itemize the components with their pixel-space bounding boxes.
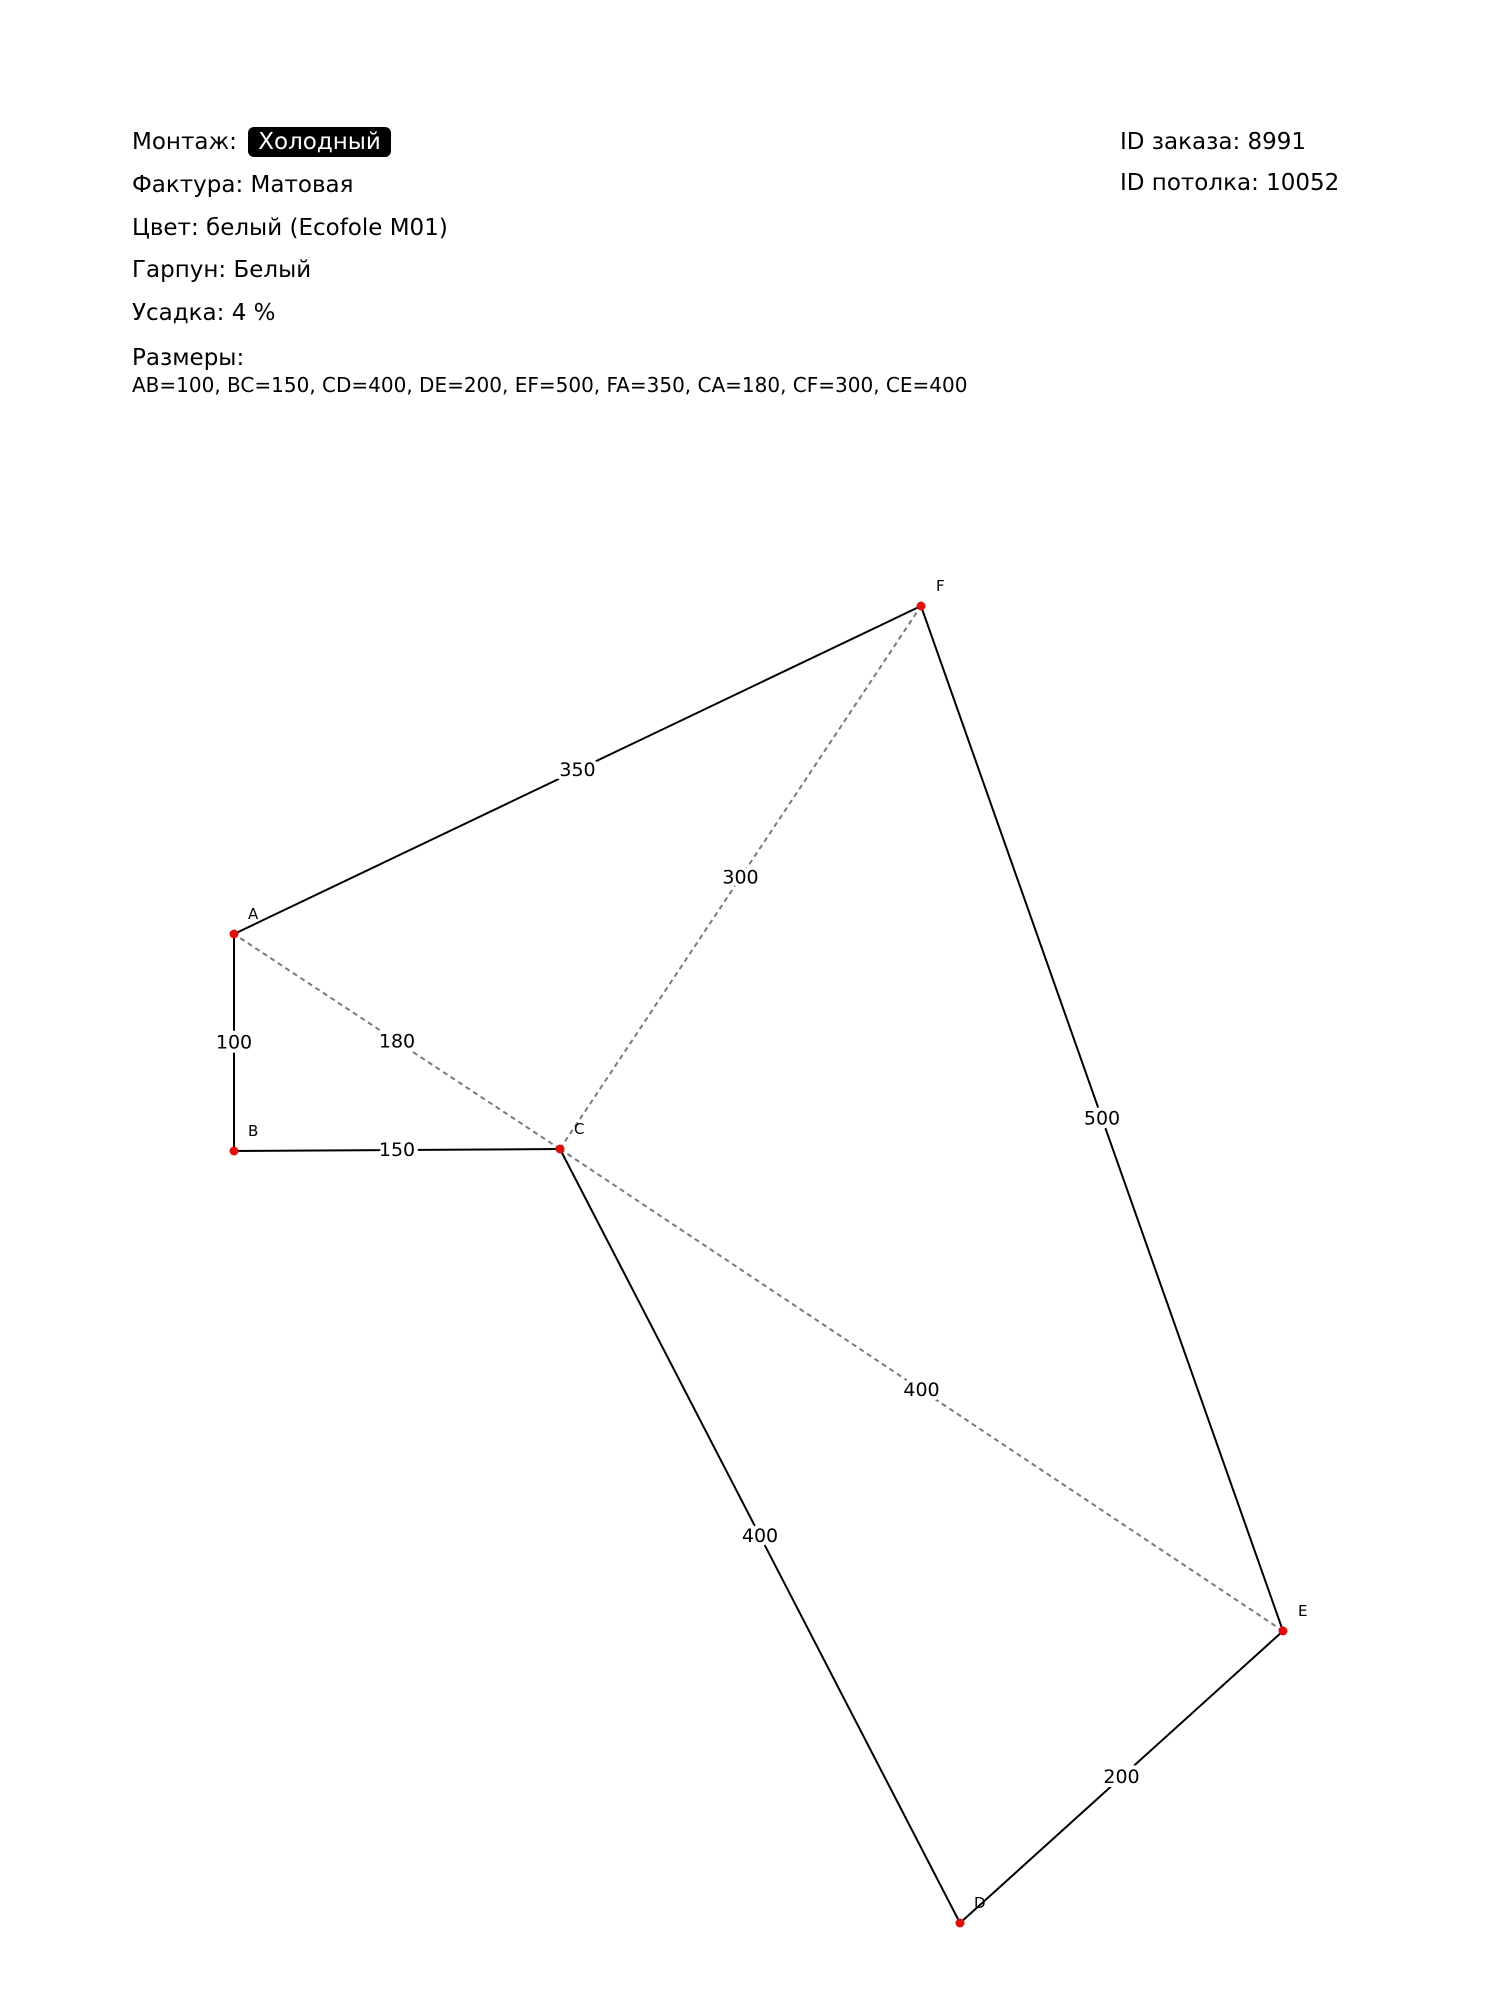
shrinkage-line: Усадка: 4 % xyxy=(132,300,276,326)
edge-label-AB: 100 xyxy=(215,1031,253,1054)
edge-label-BC: 150 xyxy=(378,1139,416,1161)
edge-label-DE: 200 xyxy=(1103,1766,1140,1788)
edge-label-CD: 400 xyxy=(741,1525,779,1547)
vertex-point-B xyxy=(230,1147,239,1156)
diagonal-label-CF: 300 xyxy=(722,866,759,889)
ceiling-id: ID потолка: 10052 xyxy=(1120,170,1340,196)
vertex-point-C xyxy=(556,1145,565,1154)
diagonal-label-CA: 180 xyxy=(378,1030,416,1053)
texture-line: Фактура: Матовая xyxy=(132,172,354,198)
mount-label: Монтаж: xyxy=(132,129,237,155)
edge-label-EF: 500 xyxy=(1083,1107,1121,1130)
sizes-label: Размеры: xyxy=(132,345,245,371)
vertex-label-E: E xyxy=(1298,1602,1308,1620)
harpoon-line: Гарпун: Белый xyxy=(132,257,312,283)
order-id: ID заказа: 8991 xyxy=(1120,129,1307,155)
diagonal-label-CE: 400 xyxy=(903,1379,940,1401)
color-line: Цвет: белый (Ecofole M01) xyxy=(132,215,448,241)
vertex-label-D: D xyxy=(974,1894,986,1912)
vertex-point-F xyxy=(917,602,926,611)
vertex-label-A: A xyxy=(248,905,259,923)
vertex-label-B: B xyxy=(248,1122,259,1140)
vertex-label-C: C xyxy=(574,1120,585,1138)
edge-label-FA: 350 xyxy=(559,759,596,781)
sizes-value: AB=100, BC=150, CD=400, DE=200, EF=500, FA=350, CA=180, CF=300, CE=400 xyxy=(132,373,968,397)
mount-value-badge: Холодный xyxy=(248,127,391,157)
vertex-label-F: F xyxy=(936,577,945,595)
vertex-point-D xyxy=(956,1919,965,1928)
vertex-point-A xyxy=(230,930,239,939)
vertex-point-E xyxy=(1279,1627,1288,1636)
